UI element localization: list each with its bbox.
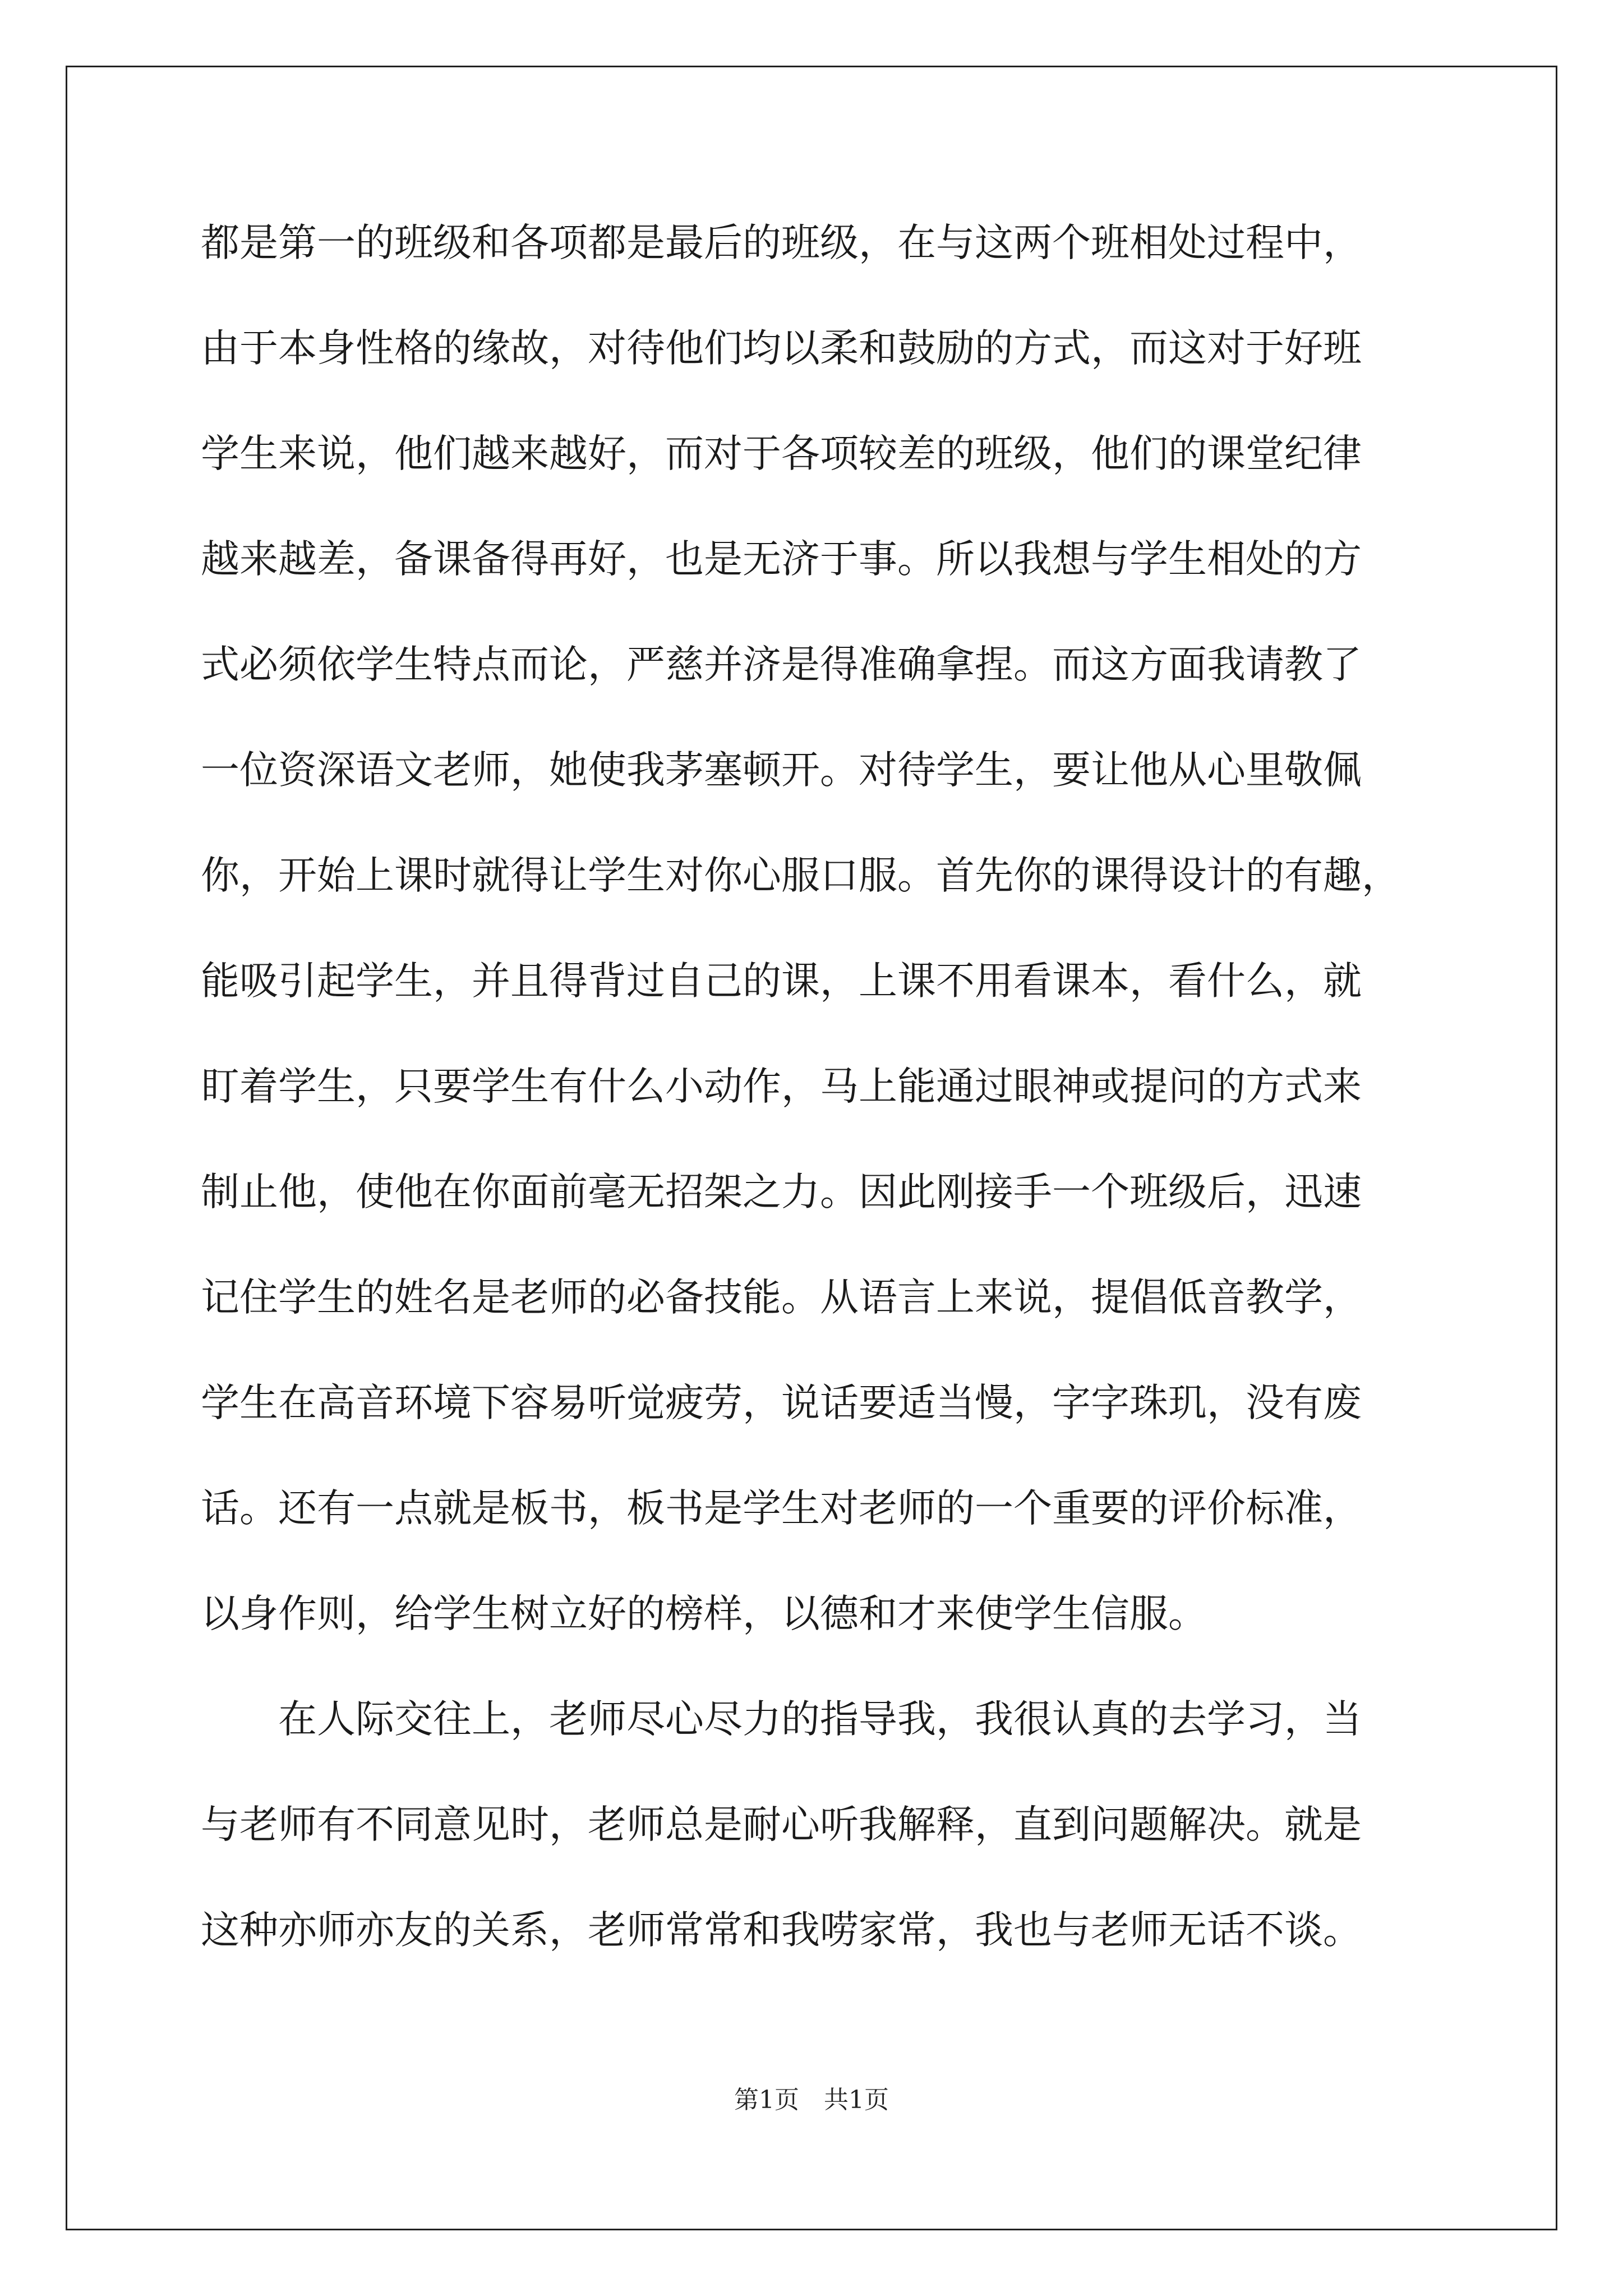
text-line-7: 你，开始上课时就得让学生对你心服口服。首先你的课得设计的有趣， <box>201 853 1400 898</box>
page-number-footer: 第1页 共1页 <box>734 2086 889 2114</box>
text-line-10: 制止他，使他在你面前毫无招架之力。因此刚接手一个班级后，迅速 <box>201 1170 1362 1214</box>
text-line-15: 在人际交往上，老师尽心尽力的指导我，我很认真的去学习，当 <box>201 1697 1362 1742</box>
text-line-9: 盯着学生，只要学生有什么小动作，马上能通过眼神或提问的方式来 <box>201 1064 1362 1109</box>
text-line-8: 能吸引起学生，并且得背过自己的课，上课不用看课本，看什么，就 <box>201 959 1362 1004</box>
text-line-12: 学生在高音环境下容易听觉疲劳，说话要适当慢，字字珠玑，没有废 <box>201 1381 1362 1425</box>
text-line-17: 这种亦师亦友的关系，老师常常和我唠家常，我也与老师无话不谈。 <box>201 1908 1362 1953</box>
text-line-11: 记住学生的姓名是老师的必备技能。从语言上来说，提倡低音教学， <box>201 1275 1362 1320</box>
text-line-3: 学生来说，他们越来越好，而对于各项较差的班级，他们的课堂纪律 <box>201 431 1362 476</box>
text-line-13: 话。还有一点就是板书，板书是学生对老师的一个重要的评价标准， <box>201 1486 1362 1531</box>
text-line-1: 都是第一的班级和各项都是最后的班级，在与这两个班相处过程中， <box>201 220 1362 265</box>
text-line-14: 以身作则，给学生树立好的榜样，以德和才来使学生信服。 <box>201 1591 1207 1636</box>
text-line-5: 式必须依学生特点而论，严慈并济是得准确拿捏。而这方面我请教了 <box>201 642 1362 687</box>
text-line-6: 一位资深语文老师，她使我茅塞顿开。对待学生，要让他从心里敬佩 <box>201 748 1362 793</box>
text-line-16: 与老师有不同意见时，老师总是耐心听我解释，直到问题解决。就是 <box>201 1802 1362 1847</box>
text-line-4: 越来越差，备课备得再好，也是无济于事。所以我想与学生相处的方 <box>201 537 1362 582</box>
text-line-2: 由于本身性格的缘故，对待他们均以柔和鼓励的方式，而这对于好班 <box>201 326 1362 371</box>
